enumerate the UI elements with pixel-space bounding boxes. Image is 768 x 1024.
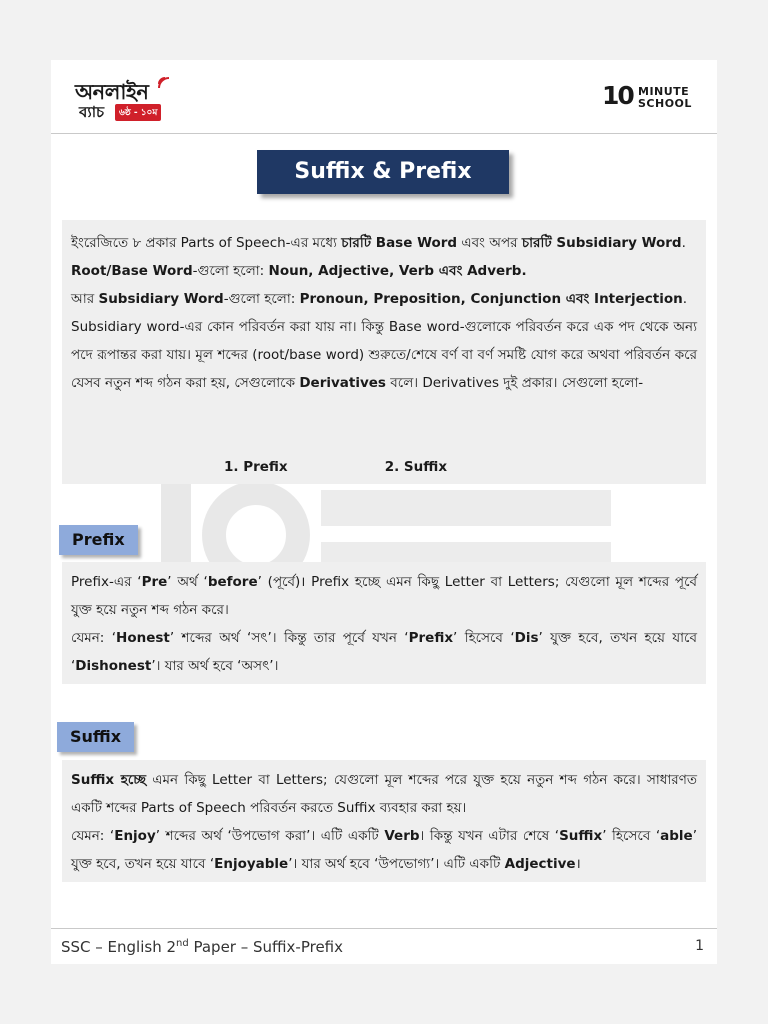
logo-left-badge: ৬ষ্ঠ - ১০ম xyxy=(115,104,161,121)
onnline-batch-logo xyxy=(75,76,175,122)
suffix-heading: Suffix xyxy=(57,722,134,752)
page-title: Suffix & Prefix xyxy=(257,150,509,194)
prefix-heading: Prefix xyxy=(59,525,138,555)
derivatives-list xyxy=(224,453,447,481)
logo-right-line1: MINUTE xyxy=(638,85,690,98)
suffix-box xyxy=(62,760,706,882)
page-number: 1 xyxy=(695,938,704,954)
ten-minute-school-logo xyxy=(602,81,694,112)
footer-divider xyxy=(51,928,717,929)
logo-left-line1: অনলাইন xyxy=(75,80,149,104)
logo-right-number: 10 xyxy=(602,81,633,110)
logo-left-line2: ব্যাচ xyxy=(79,103,105,121)
intro-box xyxy=(62,220,706,484)
footer-title: SSC – English 2nd Paper – Suffix-Prefix xyxy=(61,938,343,956)
intro-paragraph-2: Root/Base Word-গুলো হলো: Noun, Adjective, Verb এবং Adverb. xyxy=(71,263,527,279)
document-page xyxy=(51,60,717,964)
header-divider xyxy=(51,133,717,134)
signal-wave-icon xyxy=(157,74,173,90)
list-item: 1. Prefix xyxy=(224,459,288,475)
prefix-box xyxy=(62,562,706,684)
intro-paragraph-4: Subsidiary word-এর কোন পরিবর্তন করা যায় না। কিন্তু Base word-গুলোকে পরিবর্তন করে এক পদ থেকে অন্য পদে রূপান্তর করা যায়। মূল শব্দের (root/base word) শুরুতে/শেষে বর্ণ বা বর্ণ সমষ্টি যোগ করে অথবা পরিবর্তন করে যেসব নতুন শব্দ গঠন করা হয়, সেগুলোকে Derivatives বলে। Derivatives দুই প্রকার। সেগুলো হলো- xyxy=(71,319,697,391)
suffix-paragraph-1: Suffix হচ্ছে এমন কিছু Letter বা Letters; যেগুলো মূল শব্দের পরে যুক্ত হয়ে নতুন শব্দ গঠন করে। সাধারণত একটি শব্দের Parts of Speech পরিবর্তন করতে Suffix ব্যবহার করা হয়। xyxy=(71,772,697,816)
intro-paragraph-3: আর Subsidiary Word-গুলো হলো: Pronoun, Preposition, Conjunction এবং Interjection. xyxy=(71,291,687,307)
prefix-paragraph-1: Prefix-এর ‘Pre’ অর্থ ‘before’ (পূর্বে)। Prefix হচ্ছে এমন কিছু Letter বা Letters; যেগুলো মূল শব্দের পূর্বে যুক্ত হয়ে নতুন শব্দ গঠন করে। xyxy=(71,574,698,618)
logo-right-line2: SCHOOL xyxy=(638,97,692,110)
prefix-paragraph-2: যেমন: ‘Honest’ শব্দের অর্থ ‘সৎ’। কিন্তু তার পূর্বে যখন ‘Prefix’ হিসেবে ‘Dis’ যুক্ত হবে, তখন হয়ে যাবে ‘Dishonest’। যার অর্থ হবে ‘অসৎ’। xyxy=(71,630,697,674)
suffix-paragraph-2: যেমন: ‘Enjoy’ শব্দের অর্থ ‘উপভোগ করা’। এটি একটি Verb। কিন্তু যখন এটার শেষে ‘Suffix’ হিসেবে ‘able’ যুক্ত হবে, তখন হয়ে যাবে ‘Enjoyable’। যার অর্থ হবে ‘উপভোগ্য’। এটি একটি Adjective। xyxy=(71,828,697,872)
intro-paragraph-1: ইংরেজিতে ৮ প্রকার Parts of Speech-এর মধ্যে চারটি Base Word এবং অপর চারটি Subsidiary Word. xyxy=(71,235,686,251)
list-item: 2. Suffix xyxy=(384,459,448,475)
